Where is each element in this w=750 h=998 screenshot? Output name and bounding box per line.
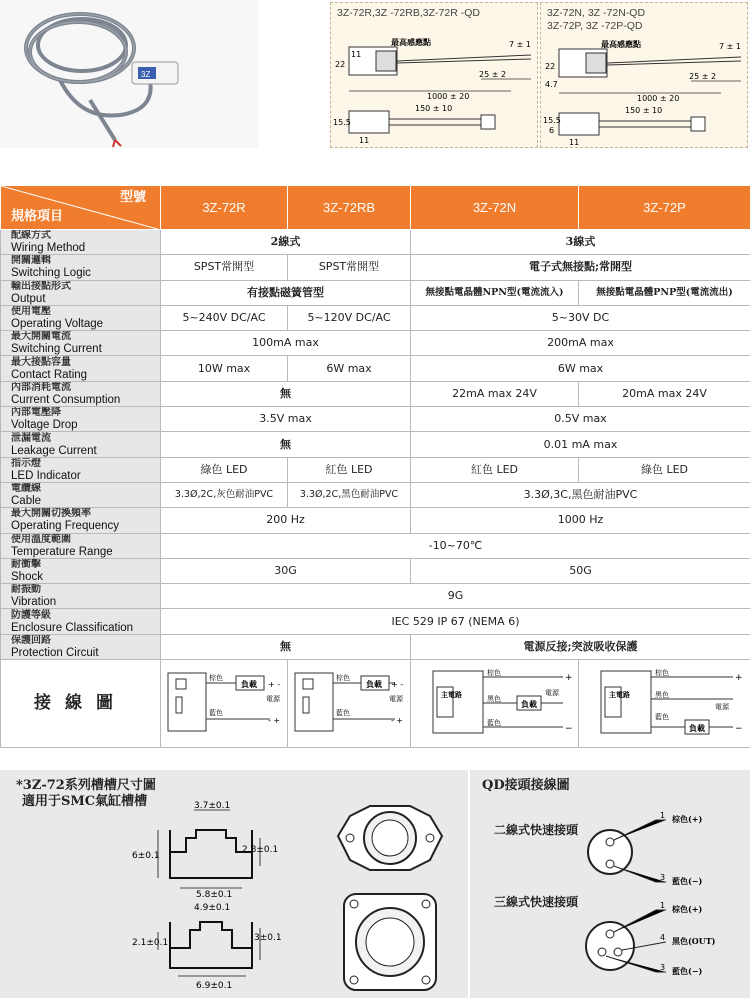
table-row xyxy=(1,280,750,305)
load-label: 負載 xyxy=(366,679,382,690)
plus-minus-bot: - + xyxy=(268,716,281,726)
pin-3: 3 xyxy=(660,873,666,882)
table-cell: 5~30V DC xyxy=(411,305,750,330)
row-label-zh: 最大接點容量 xyxy=(11,356,71,368)
qd-two-wire-label: 二線式快速接頭 xyxy=(494,823,579,837)
slot-dim-8: 6.9±0.1 xyxy=(196,981,233,991)
table-cell: 2線式 xyxy=(161,230,411,255)
table-cell: 5~120V DC/AC xyxy=(288,305,411,330)
row-label-zh: 最大開關切換頻率 xyxy=(11,508,91,520)
table-cell: 50G xyxy=(411,558,750,583)
row-label-en: Wiring Method xyxy=(11,242,86,255)
table-cell: 22mA max 24V xyxy=(411,381,579,406)
table-header-row xyxy=(1,186,750,230)
sensing-point-label: 最高感應點 xyxy=(601,39,641,49)
row-label-en: Current Consumption xyxy=(11,393,121,406)
table-cell: SPST常開型 xyxy=(288,255,411,280)
product-photo xyxy=(0,0,258,148)
dim-22: 22 xyxy=(335,60,346,69)
model-header: 3Z-72N xyxy=(411,186,579,230)
power-label: 電源 xyxy=(714,703,729,712)
load-label: 負載 xyxy=(688,723,705,734)
blue-label: 藍色 xyxy=(209,709,223,718)
slot-dim-1: 3.7±0.1 xyxy=(194,801,231,811)
table-row xyxy=(1,255,750,280)
dim-title: 3Z-72R,3Z -72RB,3Z-72R -QD xyxy=(337,7,480,19)
row-label-en: Temperature Range xyxy=(11,545,113,558)
photo-label: 3Z xyxy=(141,70,151,79)
row-label-en: Operating Voltage xyxy=(11,318,104,331)
table-cell: 3.3Ø,3C,黑色耐油PVC xyxy=(411,482,750,507)
table-cell: 3線式 xyxy=(411,230,750,255)
table-row xyxy=(1,482,750,507)
table-cell: 綠色 LED xyxy=(161,457,288,482)
table-cell: 3.5V max xyxy=(161,407,411,432)
table-cell: 10W max xyxy=(161,356,288,381)
table-row xyxy=(1,533,750,558)
table-cell: 3.3Ø,2C,灰色耐油PVC xyxy=(161,482,288,507)
table-row xyxy=(1,432,750,457)
plus-label: + xyxy=(734,673,743,684)
dim-22: 22 xyxy=(545,62,556,71)
table-cell: 100mA max xyxy=(161,331,411,356)
plus-minus-top: + - xyxy=(268,680,281,690)
dim-150: 150 ± 10 xyxy=(625,106,663,115)
load-label: 負載 xyxy=(520,699,537,710)
table-cell: 5~240V DC/AC xyxy=(161,305,288,330)
row-label-zh: 配線方式 xyxy=(11,230,51,242)
brown-label: 棕色 xyxy=(336,674,350,683)
row-label-zh: 泄漏電流 xyxy=(11,432,51,444)
row-label-en: Cable xyxy=(11,495,42,508)
table-cell: 6W max xyxy=(411,356,750,381)
pin-4: 4 xyxy=(660,933,666,942)
minus-label: − xyxy=(564,724,573,735)
table-cell: -10~70℃ xyxy=(161,533,750,558)
dim-11b: 11 xyxy=(569,138,580,147)
table-row xyxy=(1,305,750,330)
pin-1: 1 xyxy=(660,811,666,820)
dim-7: 7 ± 1 xyxy=(719,42,741,51)
table-row xyxy=(1,381,750,406)
slot-dim-2: 6±0.1 xyxy=(132,851,160,861)
brown-label: 棕色 xyxy=(209,674,223,683)
pin-brown-label: 棕色(+) xyxy=(672,904,703,914)
row-label-en: Switching Current xyxy=(11,343,102,356)
header-corner xyxy=(1,186,161,230)
table-cell: 紅色 LED xyxy=(288,457,411,482)
qd-title: QD接頭接線圖 xyxy=(482,778,570,793)
qd-connector-panel xyxy=(470,770,750,998)
slot-dim-5: 4.9±0.1 xyxy=(194,903,231,913)
row-label-en: Vibration xyxy=(11,596,57,609)
wiring-row xyxy=(1,660,750,748)
dim-title-1: 3Z-72N, 3Z -72N-QD xyxy=(547,7,646,19)
row-label-en: Enclosure Classification xyxy=(11,621,134,634)
dim-25: 25 ± 2 xyxy=(479,70,507,79)
row-label-zh: 使用溫度範圍 xyxy=(11,533,71,545)
table-cell: SPST常開型 xyxy=(161,255,288,280)
row-label-en: LED Indicator xyxy=(11,469,81,482)
table-cell: 6W max xyxy=(288,356,411,381)
table-row xyxy=(1,609,750,634)
row-label-zh: 內部消耗電流 xyxy=(11,381,71,393)
table-cell: 3.3Ø,2C,黑色耐油PVC xyxy=(288,482,411,507)
pin-blue-label: 藍色(−) xyxy=(672,966,703,976)
slot-dim-4: 5.8±0.1 xyxy=(196,890,233,900)
dim-6: 6 xyxy=(549,126,555,135)
slot-title-1: *3Z-72系列槽槽尺寸圖 xyxy=(16,778,156,793)
dim-7: 7 ± 1 xyxy=(509,40,531,49)
model-header: 3Z-72RB xyxy=(288,186,411,230)
table-row xyxy=(1,331,750,356)
dim-4-7: 4.7 xyxy=(545,80,558,89)
table-cell: 1000 Hz xyxy=(411,508,750,533)
power-label: 電源 xyxy=(544,689,559,698)
brown-label: 棕色 xyxy=(486,669,501,678)
table-row xyxy=(1,584,750,609)
cylinder-profile-icon xyxy=(330,796,450,996)
table-cell: 20mA max 24V xyxy=(579,381,750,406)
table-cell: 200 Hz xyxy=(161,508,411,533)
table-row xyxy=(1,634,750,659)
table-cell: 電源反接;突波吸收保護 xyxy=(411,634,750,659)
slot-dim-3: 2.8±0.1 xyxy=(242,845,279,855)
model-header: 3Z-72P xyxy=(579,186,750,230)
dim-title-2: 3Z-72P, 3Z -72P-QD xyxy=(547,20,643,32)
row-label-zh: 耐振動 xyxy=(11,584,41,596)
row-label-en: Switching Logic xyxy=(11,267,91,280)
dimension-diagram-transistor xyxy=(540,2,748,148)
pin-black-label: 黑色(OUT) xyxy=(672,936,716,946)
dim-15-5: 15.5 xyxy=(543,116,561,125)
row-label-en: Protection Circuit xyxy=(11,646,99,659)
table-cell: 無 xyxy=(161,381,411,406)
plus-label: + xyxy=(564,673,573,684)
blue-label: 藍色 xyxy=(336,709,350,718)
slot-dim-7: 3±0.1 xyxy=(254,933,282,943)
table-row xyxy=(1,508,750,533)
table-row xyxy=(1,407,750,432)
wiring-diagram-72r xyxy=(161,660,288,748)
blue-label: 藍色 xyxy=(486,719,501,728)
table-row xyxy=(1,558,750,583)
pin-brown-label: 棕色(+) xyxy=(672,814,703,824)
table-cell: 電子式無接點;常開型 xyxy=(411,255,750,280)
dim-1000: 1000 ± 20 xyxy=(637,94,680,103)
main-circuit-label: 主電路 xyxy=(440,690,462,700)
row-label-en: Voltage Drop xyxy=(11,419,78,432)
pin-3: 3 xyxy=(660,963,666,972)
slot-dimension-panel xyxy=(0,770,468,998)
table-cell: 0.5V max xyxy=(411,407,750,432)
row-label-zh: 耐衝擊 xyxy=(11,559,41,570)
row-label-en: Output xyxy=(11,292,46,305)
pin-1: 1 xyxy=(660,901,666,910)
wiring-diagram-72n xyxy=(411,660,579,748)
slot-dim-6: 2.1±0.1 xyxy=(132,938,169,948)
table-cell: 無接點電晶體NPN型(電流流入) xyxy=(411,280,579,305)
plus-minus-top: + - xyxy=(391,680,404,690)
dim-11: 11 xyxy=(351,50,362,59)
row-label-zh: 保護回路 xyxy=(11,634,51,646)
row-label-zh: 使用電壓 xyxy=(11,306,51,318)
wiring-diagram-72p xyxy=(579,660,750,748)
row-label-en: Shock xyxy=(11,571,43,583)
dim-1000: 1000 ± 20 xyxy=(427,92,470,101)
spec-table xyxy=(0,185,750,748)
pin-blue-label: 藍色(−) xyxy=(672,876,703,886)
table-cell: 30G xyxy=(161,558,411,583)
table-row xyxy=(1,356,750,381)
row-label-zh: 內部電壓降 xyxy=(11,407,61,419)
table-cell: 9G xyxy=(161,584,750,609)
table-cell: 0.01 mA max xyxy=(411,432,750,457)
dim-15-5: 15.5 xyxy=(333,118,351,127)
table-cell: 200mA max xyxy=(411,331,750,356)
row-label-zh: 輸出接點形式 xyxy=(11,280,71,292)
main-circuit-label: 主電路 xyxy=(608,690,630,700)
wiring-diagram-72rb xyxy=(288,660,411,748)
qd-three-wire-label: 三線式快速接頭 xyxy=(494,895,579,909)
model-label: 型號 xyxy=(119,190,146,205)
dimension-diagram-relay xyxy=(330,2,538,148)
load-label: 負載 xyxy=(241,679,257,690)
row-label-en: Operating Frequency xyxy=(11,520,120,533)
dim-150: 150 ± 10 xyxy=(415,104,453,113)
table-cell: 無 xyxy=(161,432,411,457)
table-cell: 無接點電晶體PNP型(電流流出) xyxy=(579,280,750,305)
row-label-zh: 防護等級 xyxy=(11,609,51,621)
spec-item-label: 規格項目 xyxy=(11,209,64,224)
black-label: 黑色 xyxy=(654,691,669,700)
table-cell: 有接點磁簧管型 xyxy=(161,280,411,305)
blue-label: 藍色 xyxy=(654,713,669,722)
power-label: 電源 xyxy=(389,695,403,704)
table-cell: 紅色 LED xyxy=(411,457,579,482)
table-row xyxy=(1,457,750,482)
dim-11b: 11 xyxy=(359,136,370,145)
power-label: 電源 xyxy=(266,695,280,704)
row-label-zh: 開關邏輯 xyxy=(11,255,51,267)
minus-label: − xyxy=(734,724,743,735)
plus-minus-bot: - + xyxy=(391,716,404,726)
table-row xyxy=(1,230,750,255)
brown-label: 棕色 xyxy=(654,669,669,678)
row-label-en: Leakage Current xyxy=(11,444,97,457)
model-header: 3Z-72R xyxy=(161,186,288,230)
row-label-zh: 指示燈 xyxy=(11,457,41,469)
row-label-en: Contact Rating xyxy=(11,368,88,381)
sensing-point-label: 最高感應點 xyxy=(391,37,431,47)
slot-title-2: 適用于SMC氣缸槽槽 xyxy=(22,794,148,809)
black-label: 黑色 xyxy=(486,695,501,704)
wiring-label: 接線圖 xyxy=(34,692,127,713)
row-label-zh: 最大開關電流 xyxy=(11,331,71,343)
table-cell: 綠色 LED xyxy=(579,457,750,482)
table-cell: 無 xyxy=(161,634,411,659)
row-label-zh: 電纜線 xyxy=(11,483,41,495)
table-cell: IEC 529 IP 67 (NEMA 6) xyxy=(161,609,750,634)
dim-25: 25 ± 2 xyxy=(689,72,717,81)
